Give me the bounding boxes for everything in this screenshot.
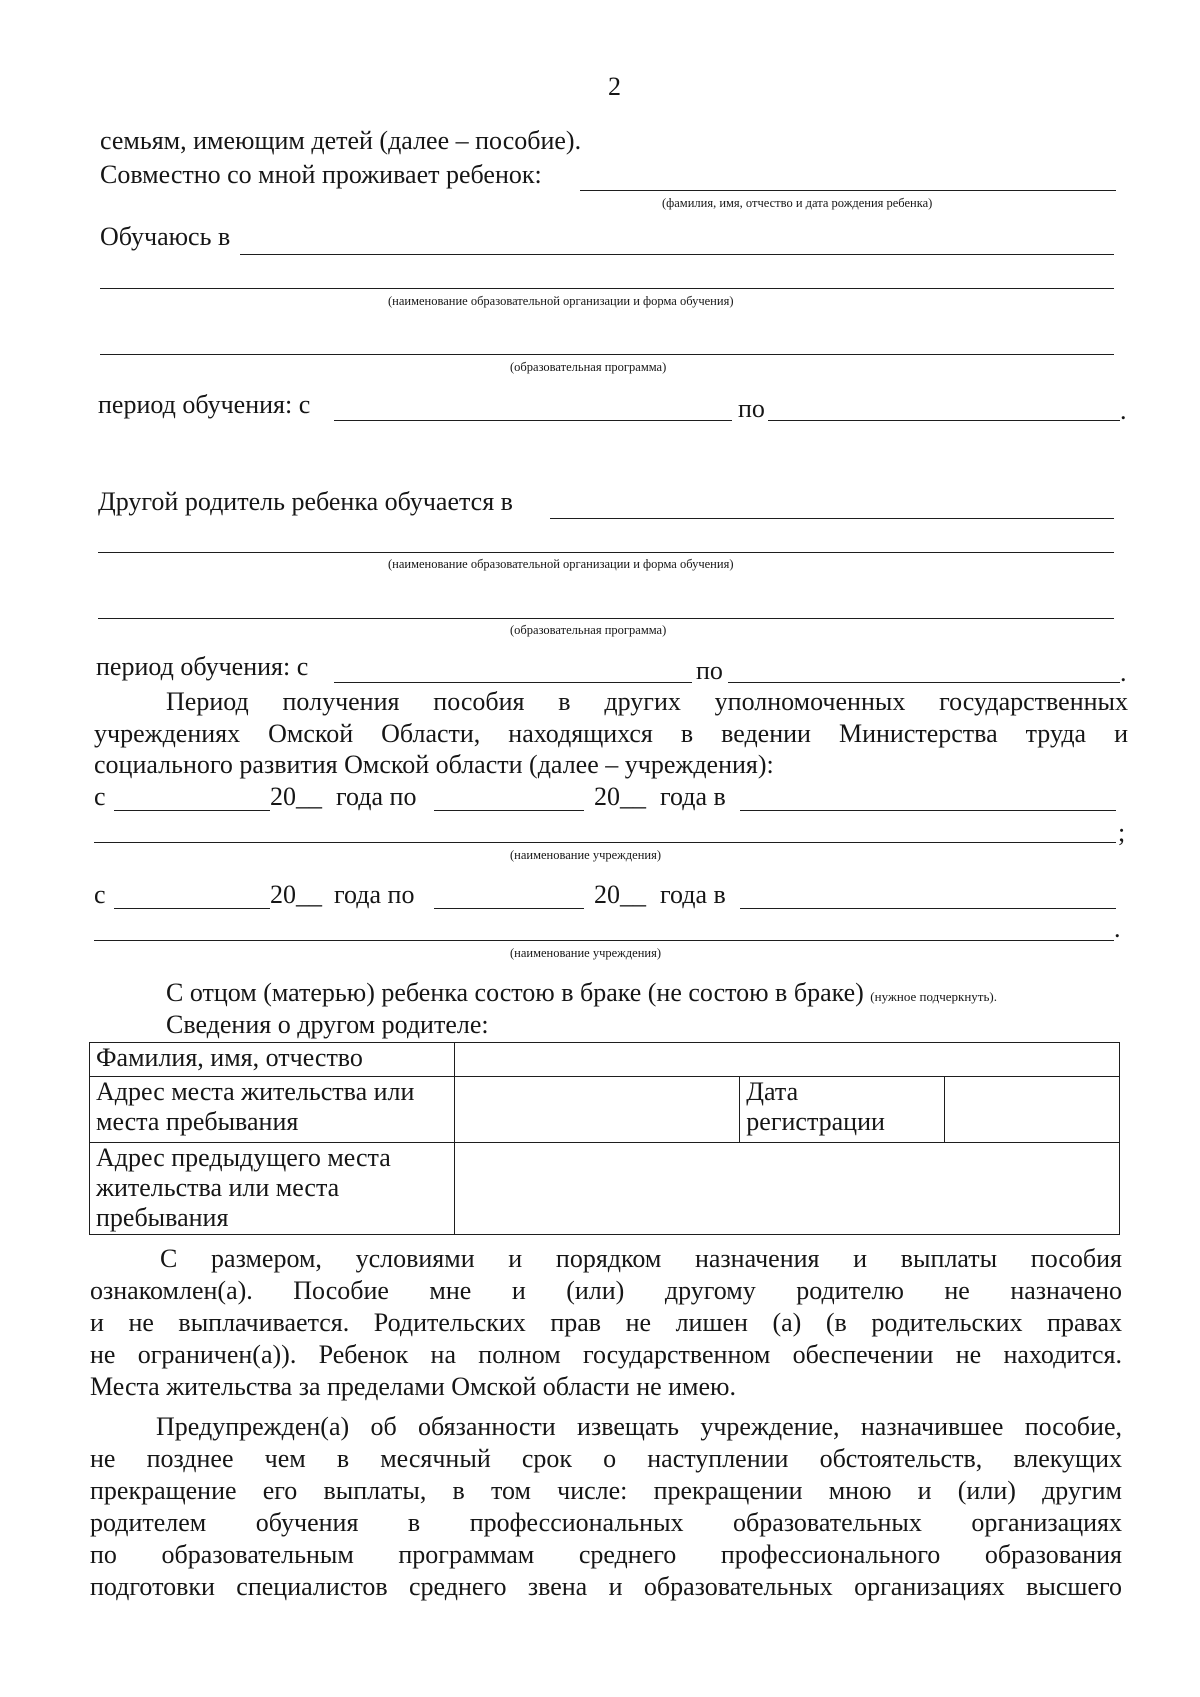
other-study-program-caption: (образовательная программа) [510,623,667,637]
other-study-period-label: период обучения: с [96,652,309,681]
marriage-statement: С отцом (матерью) ребенка состою в браке (не состою в браке) [166,978,864,1007]
marriage-text [166,978,997,1012]
benefit-paragraph-line: Период получения пособия в других уполномоченных государственных [166,687,1128,716]
study-org-caption: (наименование образовательной организации и форма обучения) [388,294,734,308]
benefit-row-caption: (наименование учреждения) [510,946,661,960]
intro-line: семьям, имеющим детей (далее – пособие). [100,126,582,155]
other-study-org-field[interactable] [550,518,1114,519]
warning-line: родителем обучения в профессиональных образовательных организациях [90,1508,1122,1537]
benefit-row-year-to: года по [336,782,417,811]
study-period-to-field[interactable] [768,420,1120,421]
benefit-row-year2: 20__ [594,880,646,909]
study-period-from-field[interactable] [334,420,732,421]
benefit-paragraph-last: социального развития Омской области (далее – учреждения): [94,750,774,779]
ack-line: ознакомлен(а). Пособие мне и (или) другому родителю не назначено [90,1276,1122,1305]
benefit-row-org-field-2[interactable] [94,842,1116,843]
other-study-label: Другой родитель ребенка обучается в [98,487,513,516]
benefit-row-date-from-field[interactable] [114,908,270,909]
benefit-row-org-field-2[interactable] [94,940,1114,941]
study-program-caption: (образовательная программа) [510,360,667,374]
other-study-org-caption: (наименование образовательной организации и форма обучения) [388,557,734,571]
page-number: 2 [608,72,621,101]
study-label: Обучаюсь в [100,222,231,251]
warning-line: прекращение его выплаты, в том числе: прекращении мною и (или) другим [90,1476,1122,1505]
other-parent-label: Сведения о другом родителе: [166,1010,489,1039]
other-study-period-from-field[interactable] [334,682,692,683]
study-period-label: период обучения: с [98,390,311,419]
benefit-row-year1: 20__ [270,782,322,811]
child-field[interactable] [580,190,1116,191]
study-period-to-label: по [738,394,765,423]
benefit-row-in: года в [660,880,726,909]
benefit-row-date-to-field[interactable] [434,908,584,909]
benefit-row-from: с [94,782,106,811]
study-org-field-2[interactable] [100,288,1114,289]
child-caption: (фамилия, имя, отчество и дата рождения ребенка) [662,196,933,210]
benefit-row-year1: 20__ [270,880,322,909]
prev-address-field[interactable] [454,1143,1119,1235]
warning-line: Предупрежден(а) об обязанности извещать учреждение, назначившее пособие, [156,1412,1122,1441]
benefit-row-end: . [1114,914,1121,943]
benefit-row-org-field[interactable] [740,908,1116,909]
full-name-label: Фамилия, имя, отчество [90,1043,455,1077]
other-study-program-field[interactable] [98,618,1114,619]
benefit-row-org-field[interactable] [740,810,1116,811]
other-study-period-end: . [1120,658,1127,687]
full-name-field[interactable] [454,1043,1119,1077]
child-label: Совместно со мной проживает ребенок: [100,160,542,189]
reg-date-label: Дата регистрации [740,1077,945,1143]
prev-address-label: Адрес предыдущего места жительства или места пребывания [90,1143,455,1235]
benefit-row-end: ; [1118,818,1126,847]
warning-line: не позднее чем в месячный срок о наступлении обстоятельств, влекущих [90,1444,1122,1473]
ack-last-line: Места жительства за пределами Омской области не имею. [90,1372,736,1401]
other-study-period-to-field[interactable] [728,682,1120,683]
study-program-field[interactable] [100,354,1114,355]
benefit-row-date-from-field[interactable] [114,810,270,811]
benefit-row-year2: 20__ [594,782,646,811]
study-period-end: . [1120,396,1127,425]
benefit-row-in: года в [660,782,726,811]
benefit-row-caption: (наименование учреждения) [510,848,661,862]
ack-line: и не выплачивается. Родительских прав не лишен (а) (в родительских правах [90,1308,1122,1337]
warning-line: по образовательным программам среднего профессионального образования [90,1540,1122,1569]
benefit-row-year-to: года по [334,880,415,909]
benefit-row-from: с [94,880,106,909]
benefit-paragraph-line: учреждениях Омской Области, находящихся в ведении Министерства труда и [94,719,1128,748]
address-field[interactable] [454,1077,740,1143]
warning-line: подготовки специалистов среднего звена и образовательных организациях высшего [90,1572,1122,1601]
other-study-period-to-label: по [696,656,723,685]
other-parent-table [89,1042,1120,1235]
marriage-note: (нужное подчеркнуть). [870,989,997,1004]
study-org-field[interactable] [240,254,1114,255]
ack-line: не ограничен(а)). Ребенок на полном государственном обеспечении не находится. [90,1340,1122,1369]
ack-line: С размером, условиями и порядком назначения и выплаты пособия [160,1244,1122,1273]
address-label: Адрес места жительства или места пребывания [90,1077,455,1143]
reg-date-field[interactable] [945,1077,1120,1143]
other-study-org-field-2[interactable] [98,552,1114,553]
benefit-row-date-to-field[interactable] [434,810,584,811]
